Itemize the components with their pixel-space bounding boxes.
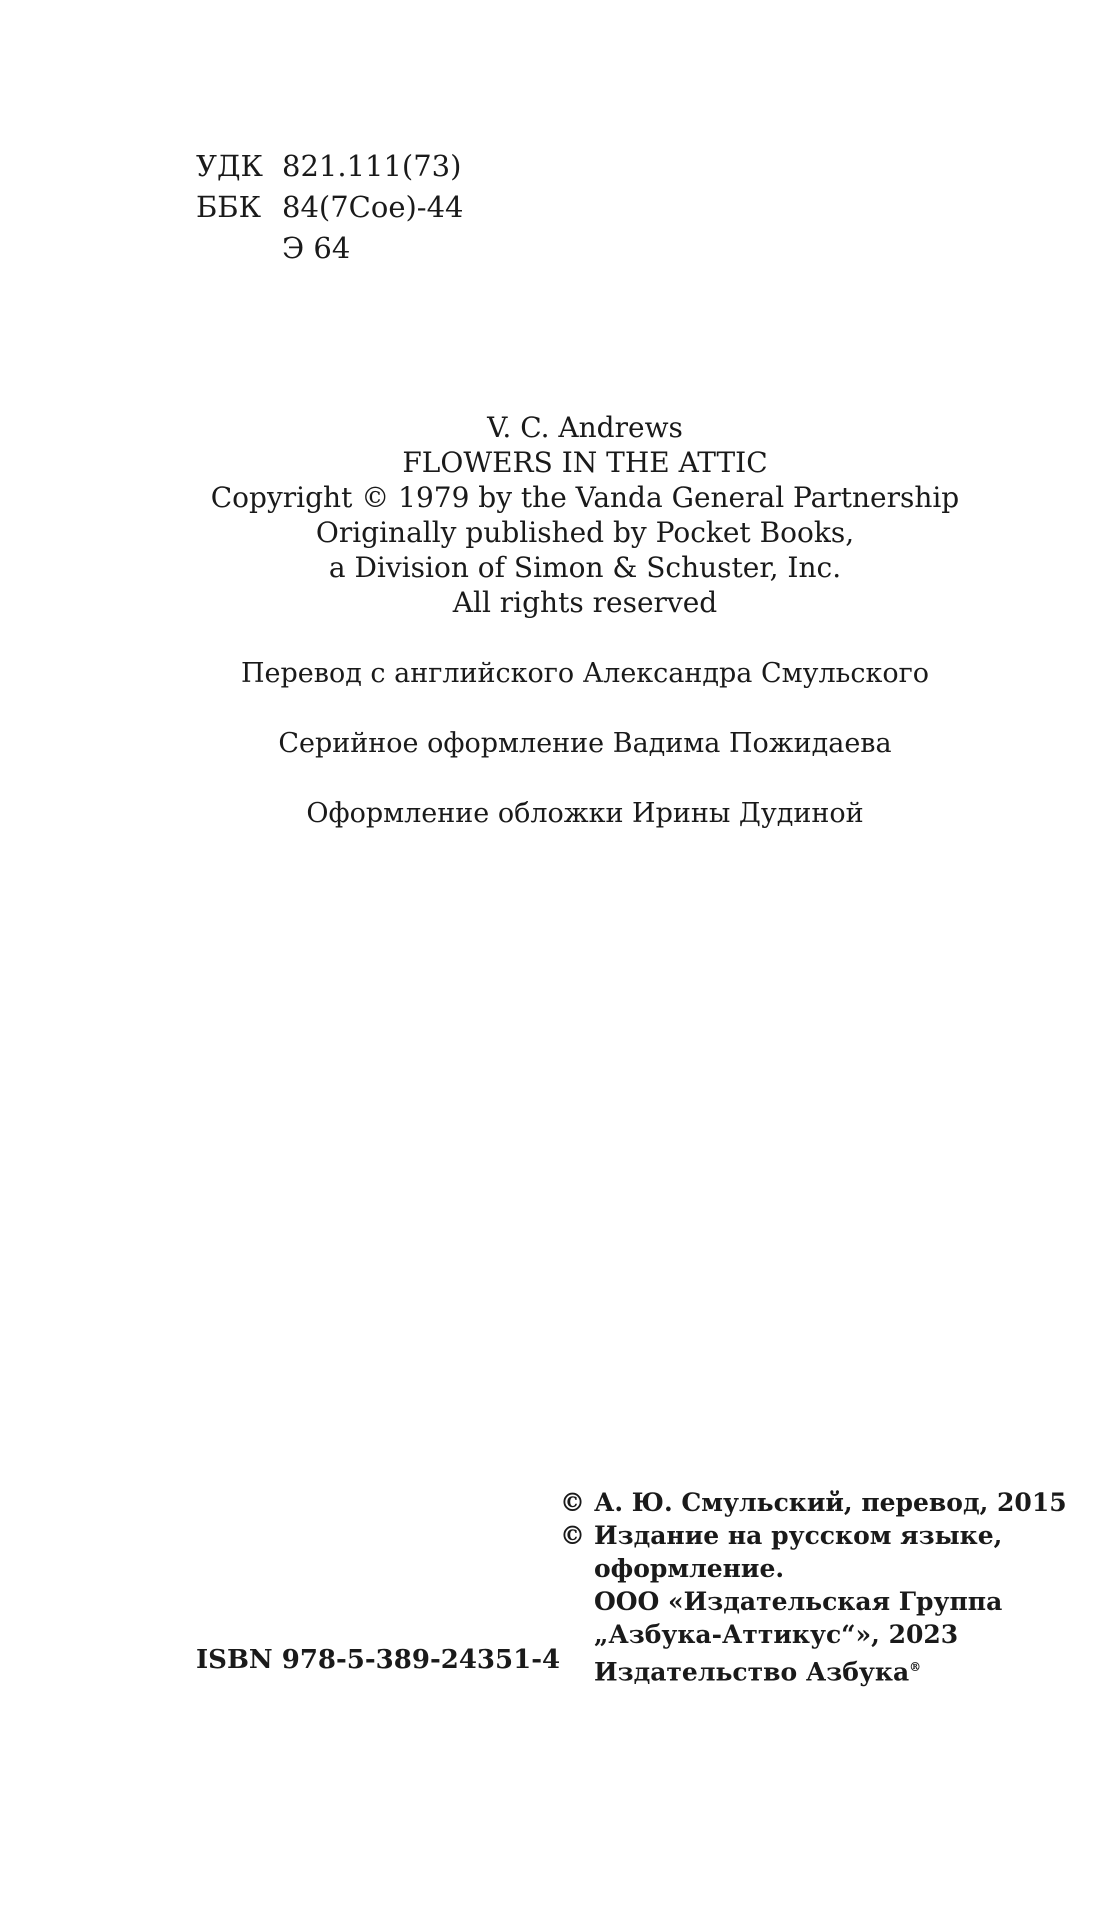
author-mark: Э 64 (282, 231, 351, 265)
book-title: FLOWERS IN THE ATTIC (402, 446, 768, 479)
registered-mark: ® (909, 1660, 922, 1674)
translation-credit: Перевод с английского Александра Смульского (240, 658, 930, 689)
copyright-line-6 (560, 1651, 1067, 1688)
copyright-edition: © Издание на русском языке, (560, 1521, 1003, 1550)
author-name: V. C. Andrews (487, 411, 683, 444)
udk-row (196, 146, 464, 187)
copyright-line-3: оформление. (594, 1554, 785, 1583)
publisher-line: Originally published by Pocket Books, (315, 516, 855, 549)
division-line: a Division of Simon & Schuster, Inc. (328, 551, 842, 584)
series-design-credit: Серийное оформление Вадима Пожидаева (278, 728, 892, 759)
bbk-row (196, 187, 464, 228)
classification-block (196, 146, 464, 269)
copyright-symbol: © (560, 1521, 585, 1550)
cover-design-credit: Оформление обложки Ирины Дудиной (306, 798, 864, 829)
copyright-translation: © А. Ю. Смульский, перевод, 2015 (560, 1488, 1067, 1517)
author-mark-row (196, 228, 464, 269)
copyright-line-5: „Азбука-Аттикус“», 2023 (594, 1620, 959, 1649)
udk-value: 821.111(73) (282, 149, 462, 183)
publisher-name: Издательство Азбука (594, 1657, 910, 1687)
udk-label: УДК (196, 149, 263, 183)
bbk-label: ББК (196, 190, 262, 224)
copyright-symbol: © (560, 1488, 585, 1517)
copyright-line-4: ООО «Издательская Группа (594, 1587, 1003, 1616)
rights-line: All rights reserved (452, 586, 718, 619)
copyright-line: Copyright © 1979 by the Vanda General Partnership (210, 481, 960, 514)
russian-copyright-block (560, 1486, 1067, 1688)
isbn: ISBN 978-5-389-24351-4 (196, 1645, 561, 1675)
original-credits (0, 410, 1100, 620)
bbk-value: 84(7Сое)-44 (282, 190, 464, 224)
